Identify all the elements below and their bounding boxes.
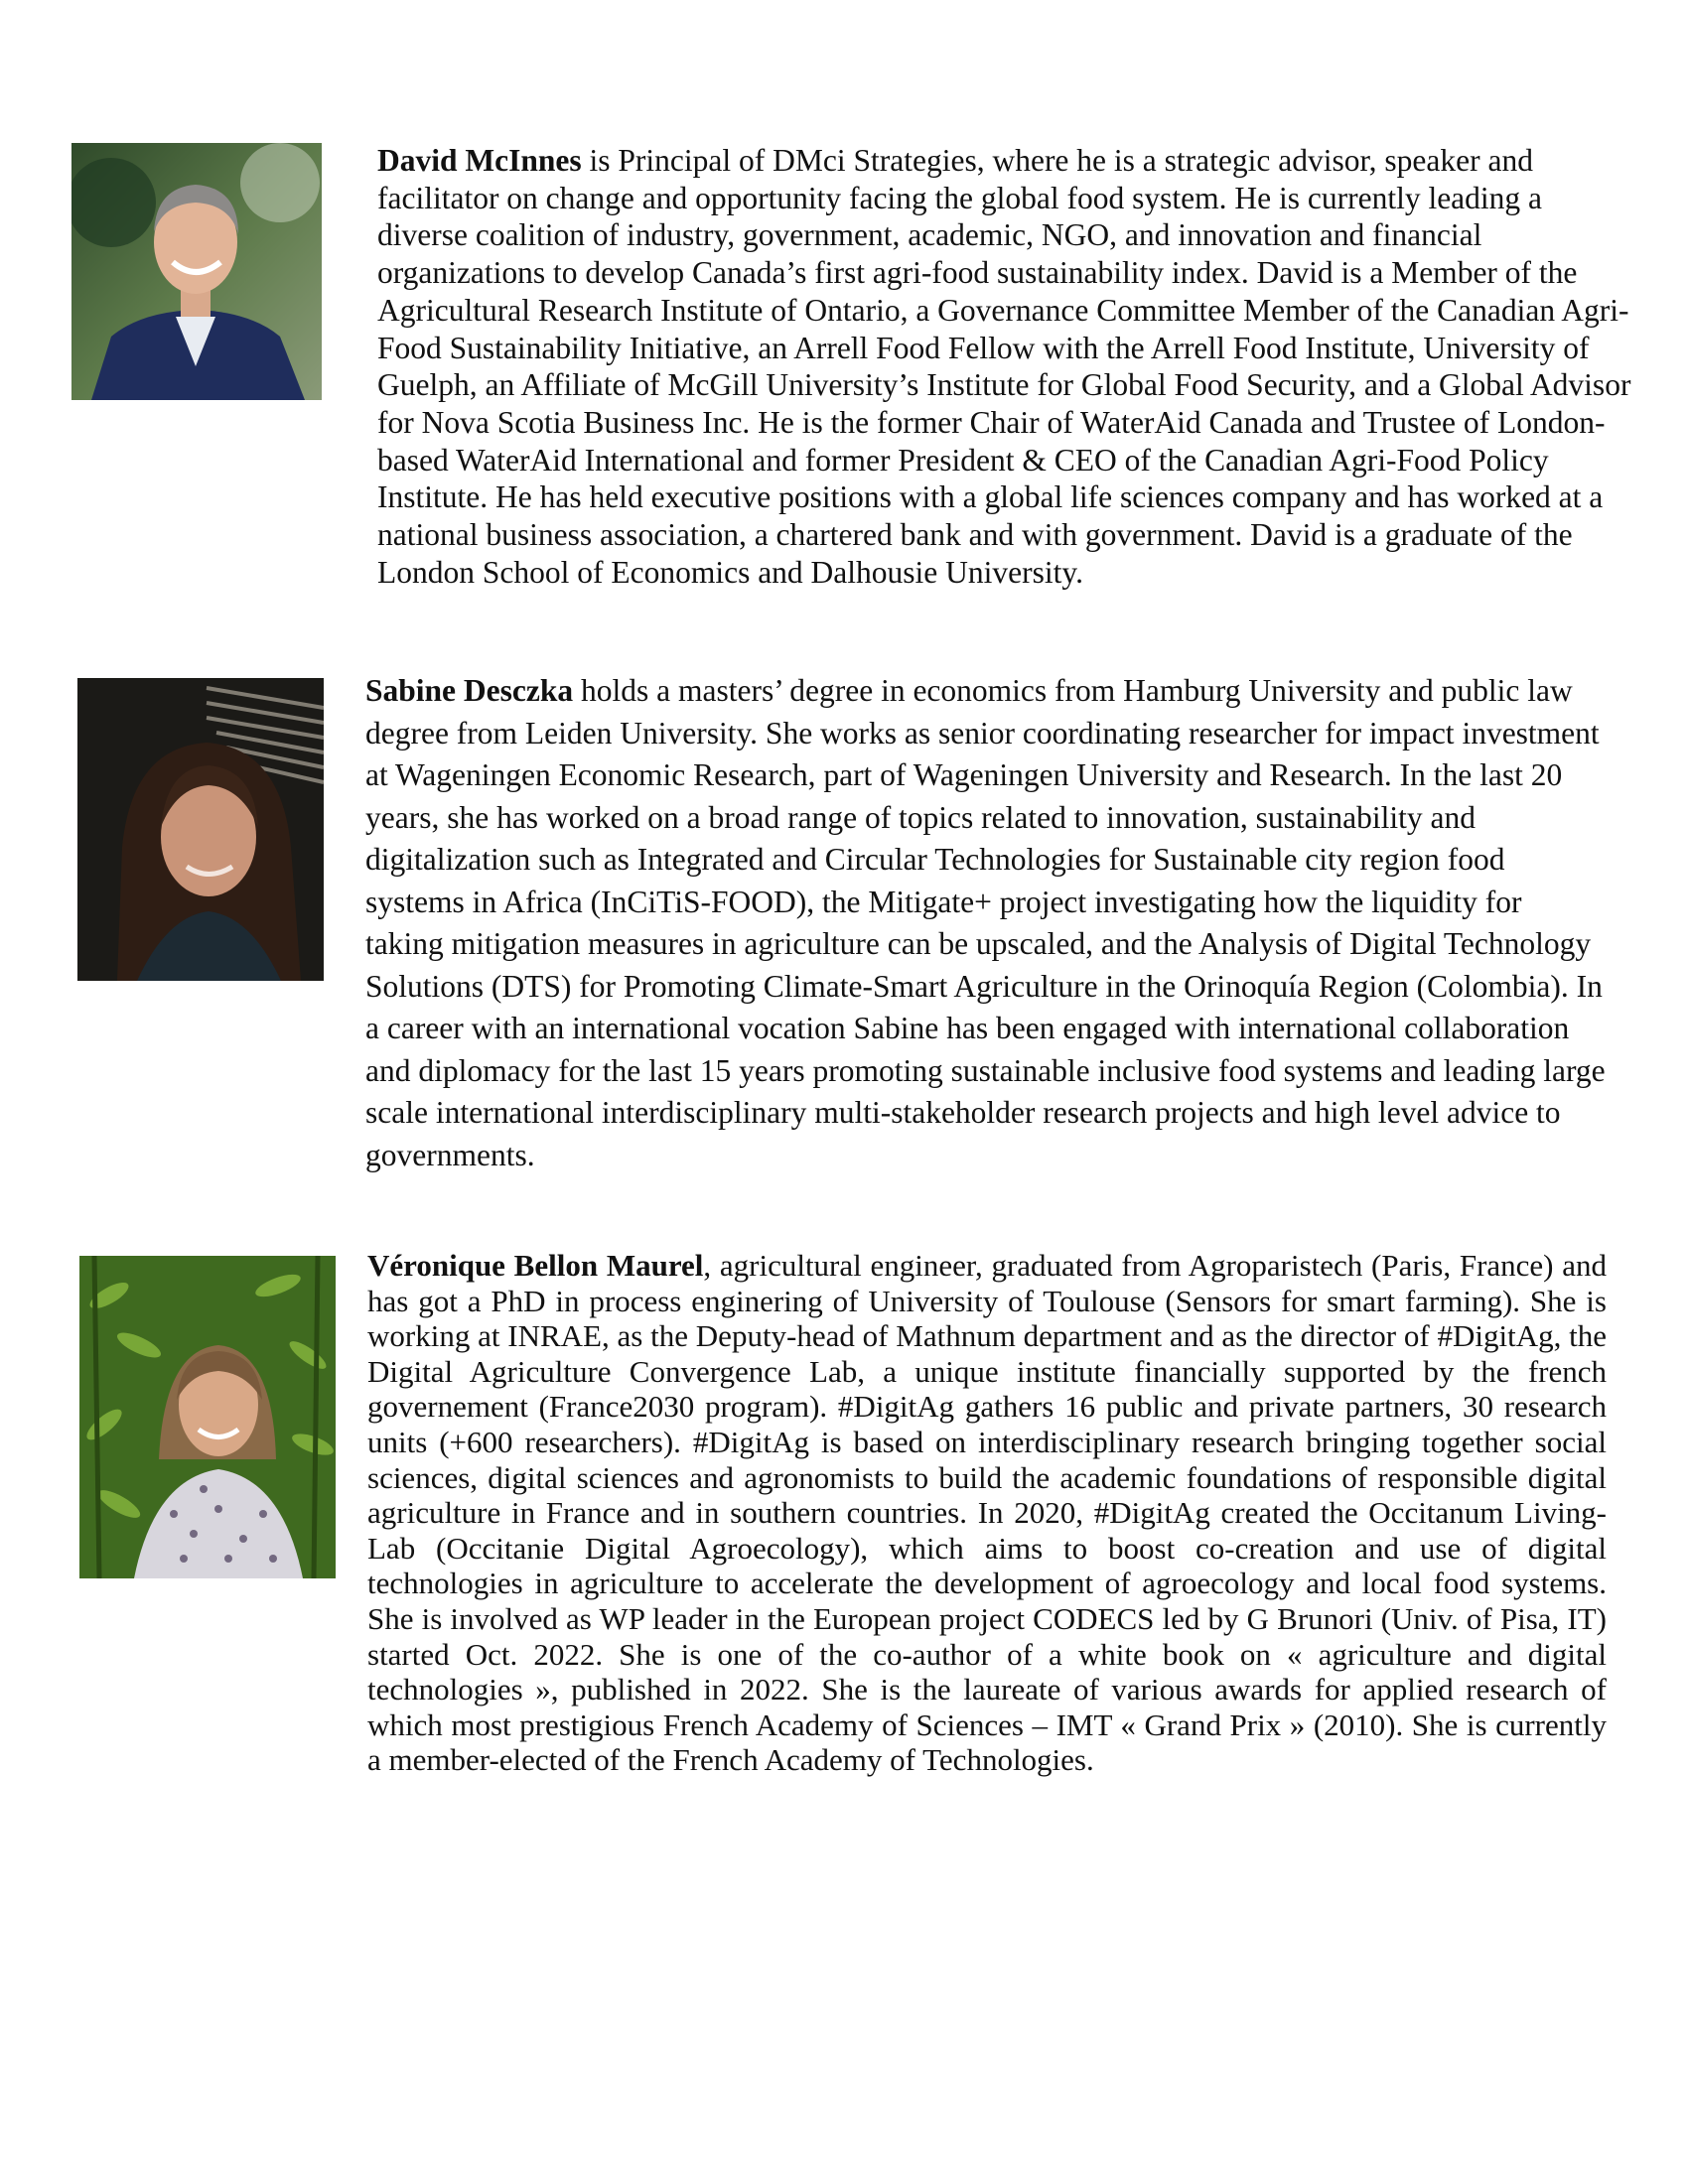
bio-name: Véronique Bellon Maurel [367, 1248, 704, 1283]
bio-david-mcinnes [377, 142, 1633, 591]
bio-body: is Principal of DMci Strategies, where he is a strategic advisor, speaker and facilitator on change and opportunity facing the global food system. He is currently leading a diverse coalition of industry, government, academic, NGO, and innovation and financial organizations to develop Canada’s first agri-food sustainability index. David is a Member of the Agricultural Research Institute of Ontario, a Governance Committee Member of the Canadian Agri-Food Sustainability Initiative, an Arrell Food Fellow with the Arrell Food Institute, University of Guelph, an Affiliate of McGill University’s Institute for Global Food Security, and a Global Advisor for Nova Scotia Business Inc. He is the former Chair of WaterAid Canada and Trustee of London-based WaterAid International and former President & CEO of the Canadian Agri-Food Policy Institute. He has held executive positions with a global life sciences company and has worked at a national business association, a chartered bank and with government. David is a graduate of the London School of Economics and Dalhousie University. [377, 143, 1631, 590]
photo-david-mcinnes [71, 143, 322, 400]
bio-name: David McInnes [377, 143, 582, 178]
photo-veronique-bellon-maurel [79, 1256, 336, 1578]
portrait-woman-icon [77, 678, 324, 981]
bio-body: holds a masters’ degree in economics from Hamburg University and public law degree from Leiden University. She works as senior coordinating researcher for impact investment at Wageningen Economic Research, part of Wageningen University and Research. In the last 20 years, she has worked on a broad range of topics related to innovation, sustainability and digitalization such as Integrated and Circular Technologies for Sustainable city region food systems in Africa (InCiTiS-FOOD), the Mitigate+ project investigating how the liquidity for taking mitigation measures in agriculture can be upscaled, and the Analysis of Digital Technology Solutions (DTS) for Promoting Climate-Smart Agriculture in the Orinoquía Region (Colombia). In a career with an international vocation Sabine has been engaged with international collaboration and diplomacy for the last 15 years promoting sustainable inclusive food systems and leading large scale international interdisciplinary multi-stakeholder research projects and high level advice to governments. [365, 673, 1606, 1172]
bio-sabine-desczka [365, 670, 1607, 1176]
bio-name: Sabine Desczka [365, 673, 574, 708]
photo-sabine-desczka [77, 678, 324, 981]
bio-body: , agricultural engineer, graduated from Agroparistech (Paris, France) and has got a PhD in process enginering of University of Toulouse (Sensors for smart farming). She is working at INRAE, as the Deputy-head of Mathnum department and as the director of #DigitAg, the Digital Agriculture Convergence Lab, a unique institute financially supported by the french governement (France2030 program). #DigitAg gathers 16 public and private partners, 30 research units (+600 researchers). #DigitAg is based on interdisciplinary research bringing together social sciences, digital sciences and agronomists to build the academic foundations of responsible digital agriculture in France and in southern countries. In 2020, #DigitAg created the Occitanum Living-Lab (Occitanie Digital Agroecology), which aims to boost co-creation and use of digital technologies in agriculture to accelerate the development of agroecology and local food systems. She is involved as WP leader in the European project CODECS led by G Brunori (Univ. of Pisa, IT) started Oct. 2022. She is one of the co-author of a white book on « agriculture and digital technologies », published in 2022. She is the laureate of various awards for applied research of which most prestigious French Academy of Sciences – IMT « Grand Prix » (2010). She is currently a member-elected of the French Academy of Technologies. [367, 1248, 1607, 1778]
portrait-man-icon [71, 143, 322, 400]
bio-veronique-bellon-maurel [367, 1248, 1607, 1778]
portrait-woman-icon [79, 1256, 336, 1578]
